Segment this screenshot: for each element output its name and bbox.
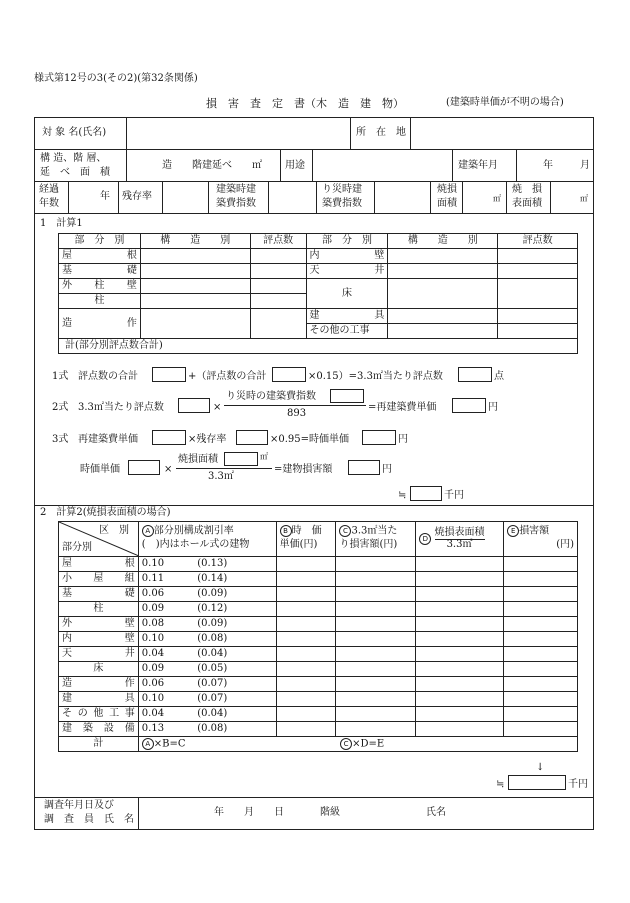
calc2-unit-price-cell[interactable] xyxy=(276,647,336,662)
calc2-header-d2: 3.3㎡ xyxy=(446,539,473,550)
calc1-row-label: その他の工事 xyxy=(306,324,388,339)
calc2-formula2: ×D=E xyxy=(352,738,385,750)
calc2-hall-rate: (0.09) xyxy=(194,617,276,632)
calc1-score-cell[interactable] xyxy=(498,309,578,324)
calc2-damage-cell[interactable] xyxy=(504,602,578,617)
calc1-row-label: 基礎 xyxy=(59,264,141,279)
calc2-burnt-surface-cell[interactable] xyxy=(416,587,504,602)
calc2-unit-price-cell[interactable] xyxy=(276,722,336,737)
calc1-score-cell[interactable] xyxy=(498,249,578,264)
calc2-table-row xyxy=(59,722,578,737)
calc1-structure-cell[interactable] xyxy=(140,309,250,339)
calc1-score-cell[interactable] xyxy=(250,309,306,339)
formula3-unit: 円 xyxy=(398,434,408,445)
calc2-header-bubun: 部分別 xyxy=(62,542,92,553)
formula1-text-c: ×0.15）=3.3㎡当たり評点数 xyxy=(308,371,443,382)
calc2-burnt-surface-cell[interactable] xyxy=(416,647,504,662)
calc2-rate: 0.10 xyxy=(138,557,194,572)
score-total-box[interactable] xyxy=(152,367,186,382)
calc2-unit-price-cell[interactable] xyxy=(276,587,336,602)
calc1-structure-cell[interactable] xyxy=(388,249,498,264)
use-label: 用途 xyxy=(285,160,305,171)
survey-label-line2: 調 査 員 氏 名 xyxy=(44,814,134,825)
calc2-rate: 0.08 xyxy=(138,617,194,632)
elapsed-label-line1: 経過 xyxy=(39,184,59,195)
calc2-unit-price-cell[interactable] xyxy=(276,557,336,572)
calc2-header-a2: ( )内はホール式の建物 xyxy=(141,539,250,550)
location-field[interactable] xyxy=(412,119,592,147)
calc2-damage-cell[interactable] xyxy=(504,692,578,707)
calc2-row-label: 建築設備 xyxy=(59,722,139,737)
calc2-table-row xyxy=(59,617,578,632)
calc2-table-row xyxy=(59,632,578,647)
calc2-header-b2: 単価(円) xyxy=(279,539,318,550)
formula2-denominator: 893 xyxy=(287,408,307,419)
calc1-score-cell[interactable] xyxy=(250,264,306,279)
calc2-row-label: 内壁 xyxy=(59,632,139,647)
calc2-table-row xyxy=(59,572,578,587)
market-unit-price-box-2[interactable] xyxy=(128,460,160,475)
rebuild-unit-price-box-2[interactable] xyxy=(152,430,186,445)
calc2-table-row xyxy=(59,707,578,722)
calc2-damage-cell[interactable] xyxy=(504,587,578,602)
calc2-hall-rate: (0.08) xyxy=(194,632,276,647)
formula2-text-b: =再建築費単価 xyxy=(368,402,437,413)
burnt-surface-label-line2: 表面積 xyxy=(512,198,542,209)
calc2-burnt-surface-cell[interactable] xyxy=(416,707,504,722)
calc2-rate: 0.04 xyxy=(138,647,194,662)
form-number: 様式第12号の3(その2)(第32条関係) xyxy=(34,73,198,84)
calc1-structure-cell[interactable] xyxy=(388,279,498,309)
disaster-index-label-line2: 築費指数 xyxy=(322,198,362,209)
survey-label-line1: 調査年月日及び xyxy=(44,800,114,811)
calc2-damage-per-area-cell[interactable] xyxy=(336,587,416,602)
calc2-damage-cell[interactable] xyxy=(504,662,578,677)
built-year-label: 建築年月 xyxy=(458,160,498,171)
survey-date-field[interactable]: 年 月 日 xyxy=(214,807,284,818)
build-index-label-line1: 建築時建 xyxy=(216,184,256,195)
calc2-header-a1: 部分別構成割引率 xyxy=(153,525,234,537)
building-damage-box[interactable] xyxy=(348,460,380,475)
calc2-damage-per-area-cell[interactable] xyxy=(336,692,416,707)
formula4-times: × xyxy=(164,464,173,475)
calc2-damage-per-area-cell[interactable] xyxy=(336,662,416,677)
calc2-row-label: 小屋組 xyxy=(59,572,139,587)
approx-symbol-2: ≒ xyxy=(496,779,505,790)
calc2-burnt-surface-cell[interactable] xyxy=(416,722,504,737)
calc2-burnt-surface-cell[interactable] xyxy=(416,692,504,707)
calc1-row-label: 柱 xyxy=(59,294,141,309)
burnt-area-box[interactable] xyxy=(224,452,258,466)
subject-name-label: 対 象 名(氏名) xyxy=(42,127,107,138)
calc1-score-cell[interactable] xyxy=(250,294,306,309)
calc1-col-part: 部 分 別 xyxy=(59,234,141,249)
calc1-col-part-right: 部 分 別 xyxy=(306,234,388,249)
built-month-unit[interactable]: 月 xyxy=(580,160,590,171)
calc1-heading: 1 計算1 xyxy=(40,218,83,229)
calc2-row-label: 基礎 xyxy=(59,587,139,602)
calc2-damage-cell[interactable] xyxy=(504,707,578,722)
calc2-damage-per-area-cell[interactable] xyxy=(336,677,416,692)
score-total-box-2[interactable] xyxy=(272,367,306,382)
calc1-col-structure-right: 構 造 別 xyxy=(388,234,498,249)
calc2-damage-per-area-cell[interactable] xyxy=(336,632,416,647)
calc2-header-c2: り損害額(円) xyxy=(339,539,398,550)
circle-e-icon: E xyxy=(507,525,519,537)
calc1-row-label: 建具 xyxy=(306,309,388,324)
calc2-unit-price-cell[interactable] xyxy=(276,617,336,632)
calc2-unit-price-cell[interactable] xyxy=(276,572,336,587)
calc2-hall-rate: (0.07) xyxy=(194,692,276,707)
formula2-numerator: り災時の建築費指数 xyxy=(226,391,316,402)
build-index-label-line2: 築費指数 xyxy=(216,198,256,209)
calc2-hall-rate: (0.05) xyxy=(194,662,276,677)
calc2-table-row xyxy=(59,557,578,572)
calc2-hall-rate: (0.09) xyxy=(194,587,276,602)
formula4-text-a: 時価単価 xyxy=(80,464,120,475)
calc2-header-c1: 3.3㎡当た xyxy=(351,525,398,537)
calc2-rate: 0.11 xyxy=(138,572,194,587)
calc2-total-label: 計 xyxy=(59,737,139,752)
calc2-damage-cell[interactable] xyxy=(504,647,578,662)
calc2-row-label: 建具 xyxy=(59,692,139,707)
structure-label-line1: 構 造、階 層、 xyxy=(40,153,107,164)
calc1-score-cell[interactable] xyxy=(250,249,306,264)
calc2-header-d1: 焼損表面積 xyxy=(434,527,485,538)
residual-rate-box[interactable] xyxy=(236,430,268,445)
formula4-denominator: 3.3㎡ xyxy=(208,471,234,482)
calc2-damage-per-area-cell[interactable] xyxy=(336,722,416,737)
calc2-header-b1: 時 価 xyxy=(291,525,322,537)
calc2-header-e2: (円) xyxy=(556,539,574,550)
calc2-unit-price-cell[interactable] xyxy=(276,632,336,647)
burnt-area-unit[interactable]: ㎡ xyxy=(493,194,501,203)
calc2-damage-per-area-cell[interactable] xyxy=(336,602,416,617)
thousand-yen-unit: 千円 xyxy=(444,490,464,501)
calc2-hall-rate: (0.14) xyxy=(194,572,276,587)
calc2-row-label: 造作 xyxy=(59,677,139,692)
formula1-unit: 点 xyxy=(494,371,504,382)
document-title: 損 害 査 定 書（木 造 建 物） xyxy=(206,97,404,110)
calc2-rate: 0.13 xyxy=(138,722,194,737)
rank-label: 階級 xyxy=(320,807,340,818)
calc1-structure-cell[interactable] xyxy=(388,264,498,279)
calc1-structure-cell[interactable] xyxy=(388,324,498,339)
calc2-damage-cell[interactable] xyxy=(504,722,578,737)
circle-b-icon: B xyxy=(280,525,292,537)
elapsed-year-field[interactable]: 年 xyxy=(100,191,110,202)
burnt-area-label-line1: 焼損 xyxy=(437,184,457,195)
formula4-area-unit: ㎡ xyxy=(260,452,268,461)
calc2-hall-rate: (0.08) xyxy=(194,722,276,737)
formula1-label: 1式 xyxy=(52,371,69,382)
calc2-hall-rate: (0.04) xyxy=(194,647,276,662)
calc2-damage-cell[interactable] xyxy=(504,572,578,587)
structure-field[interactable]: 造 階建延べ ㎡ xyxy=(162,160,262,171)
calc2-burnt-surface-cell[interactable] xyxy=(416,677,504,692)
calc2-rate: 0.09 xyxy=(138,602,194,617)
formula3-text-c: ×0.95=時価単価 xyxy=(270,434,350,445)
total-damage-box[interactable] xyxy=(508,775,566,790)
formula1-text-a: 評点数の合計 xyxy=(78,371,138,382)
formula4-text-b: =建物損害額 xyxy=(274,464,333,475)
calc2-damage-per-area-cell[interactable] xyxy=(336,557,416,572)
formula3-text-b: ×残存率 xyxy=(188,434,227,445)
formula2-label: 2式 xyxy=(52,402,69,413)
calc2-damage-per-area-cell[interactable] xyxy=(336,572,416,587)
calc1-col-score: 評点数 xyxy=(250,234,306,249)
circle-a-icon: A xyxy=(142,738,154,750)
rebuild-unit-price-box[interactable] xyxy=(452,398,486,413)
calc2-burnt-surface-cell[interactable] xyxy=(416,557,504,572)
calc1-col-structure: 構 造 別 xyxy=(140,234,250,249)
calc1-score-cell[interactable] xyxy=(250,279,306,294)
calc2-rate: 0.10 xyxy=(138,632,194,647)
calc2-table-row xyxy=(59,692,578,707)
circle-a-icon: A xyxy=(142,525,154,537)
calc2-table-row xyxy=(59,587,578,602)
calc2-row-label: 屋根 xyxy=(59,557,139,572)
score-per-area-box-2[interactable] xyxy=(178,398,210,413)
calc2-row-label: 天井 xyxy=(59,647,139,662)
calc2-table-row xyxy=(59,647,578,662)
disaster-index-label-line1: り災時建 xyxy=(322,184,362,195)
calc1-row-label: 外柱壁 xyxy=(59,279,141,294)
calc1-row-label: 天井 xyxy=(306,264,388,279)
calc2-hall-rate: (0.12) xyxy=(194,602,276,617)
elapsed-label-line2: 年数 xyxy=(39,198,59,209)
calc2-burnt-surface-cell[interactable] xyxy=(416,632,504,647)
circle-c-icon: C xyxy=(339,525,351,537)
calc1-structure-cell[interactable] xyxy=(140,264,250,279)
calc2-rate: 0.04 xyxy=(138,707,194,722)
calc2-unit-price-cell[interactable] xyxy=(276,662,336,677)
score-per-area-box[interactable] xyxy=(458,367,492,382)
calc2-row-label: その他工事 xyxy=(59,707,139,722)
calc2-burnt-surface-cell[interactable] xyxy=(416,662,504,677)
formula1-text-b: +（評点数の合計 xyxy=(188,371,267,382)
calc1-row-label: 屋根 xyxy=(59,249,141,264)
calc1-total-label: 計(部分別評点数合計) xyxy=(59,339,578,354)
calc2-hall-rate: (0.13) xyxy=(194,557,276,572)
calc1-row-label: 内壁 xyxy=(306,249,388,264)
calc2-burnt-surface-cell[interactable] xyxy=(416,572,504,587)
calc2-formula1: ×B=C xyxy=(153,738,186,750)
calc1-structure-cell[interactable] xyxy=(140,279,250,294)
calc2-table-row xyxy=(59,602,578,617)
calc1-table xyxy=(58,233,578,354)
calc2-unit-price-cell[interactable] xyxy=(276,602,336,617)
calc2-damage-cell[interactable] xyxy=(504,617,578,632)
burnt-surface-unit[interactable]: ㎡ xyxy=(580,194,588,203)
built-year-unit[interactable]: 年 xyxy=(543,160,553,171)
formula4-unit: 円 xyxy=(382,464,392,475)
calc2-hall-rate: (0.04) xyxy=(194,707,276,722)
calc2-table-row xyxy=(59,662,578,677)
structure-label-line2: 延 べ 面 積 xyxy=(40,167,110,178)
calc2-rate: 0.06 xyxy=(138,587,194,602)
calc1-structure-cell[interactable] xyxy=(388,309,498,324)
formula4-numerator: 焼損面積 xyxy=(178,454,218,465)
damage-thousand-box[interactable] xyxy=(410,486,442,501)
approx-symbol: ≒ xyxy=(398,490,407,501)
residual-label: 残存率 xyxy=(122,191,152,202)
calc2-row-label: 柱 xyxy=(59,602,139,617)
calc2-corner-header xyxy=(59,522,139,557)
calc2-row-label: 外壁 xyxy=(59,617,139,632)
calc1-row-label: 造作 xyxy=(59,309,141,339)
circle-c-icon: C xyxy=(340,738,352,750)
calc2-damage-per-area-cell[interactable] xyxy=(336,617,416,632)
surveyor-name-label: 氏名 xyxy=(426,807,446,818)
formula2-unit: 円 xyxy=(488,402,498,413)
title-note: (建築時単価が不明の場合) xyxy=(446,97,564,108)
calc2-damage-per-area-cell[interactable] xyxy=(336,707,416,722)
burnt-surface-label-line1: 焼 損 xyxy=(512,184,542,195)
calc2-rate: 0.09 xyxy=(138,662,194,677)
formula2-times: × xyxy=(213,402,222,413)
calc2-hall-rate: (0.07) xyxy=(194,677,276,692)
location-label: 所 在 地 xyxy=(356,127,406,138)
calc2-row-label: 床 xyxy=(59,662,139,677)
calc2-burnt-surface-cell[interactable] xyxy=(416,602,504,617)
burnt-area-label-line2: 面積 xyxy=(437,198,457,209)
circle-d-icon: D xyxy=(419,533,431,545)
calc1-structure-cell[interactable] xyxy=(140,294,250,309)
thousand-yen-unit-2: 千円 xyxy=(568,779,588,790)
calc2-table xyxy=(58,521,578,752)
formula3-text-a: 再建築費単価 xyxy=(78,434,138,445)
calc2-rate: 0.06 xyxy=(138,677,194,692)
calc2-damage-cell[interactable] xyxy=(504,677,578,692)
calc2-unit-price-cell[interactable] xyxy=(276,692,336,707)
formula3-label: 3式 xyxy=(52,434,69,445)
use-field[interactable] xyxy=(314,151,450,179)
calc2-damage-per-area-cell[interactable] xyxy=(336,647,416,662)
calc1-structure-cell[interactable] xyxy=(140,249,250,264)
calc2-unit-price-cell[interactable] xyxy=(276,677,336,692)
calc2-header-kubetsu: 区 別 xyxy=(99,525,129,536)
calc1-score-cell[interactable] xyxy=(498,324,578,339)
calc2-burnt-surface-cell[interactable] xyxy=(416,617,504,632)
calc1-row-label: 床 xyxy=(306,279,388,309)
down-arrow-icon: ↓ xyxy=(536,762,545,773)
calc2-damage-cell[interactable] xyxy=(504,632,578,647)
market-unit-price-box[interactable] xyxy=(362,430,396,445)
calc2-header-e1: 損害額 xyxy=(519,525,550,537)
calc1-score-cell[interactable] xyxy=(498,279,578,309)
subject-name-field[interactable] xyxy=(128,119,348,147)
calc2-table-row xyxy=(59,677,578,692)
formula2-text-a: 3.3㎡当たり評点数 xyxy=(78,402,164,413)
calc2-unit-price-cell[interactable] xyxy=(276,707,336,722)
calc1-col-score-right: 評点数 xyxy=(498,234,578,249)
calc2-rate: 0.10 xyxy=(138,692,194,707)
calc2-damage-cell[interactable] xyxy=(504,557,578,572)
disaster-index-box[interactable] xyxy=(330,389,364,403)
calc2-heading: 2 計算2(焼損表面積の場合) xyxy=(40,507,171,518)
calc1-score-cell[interactable] xyxy=(498,264,578,279)
